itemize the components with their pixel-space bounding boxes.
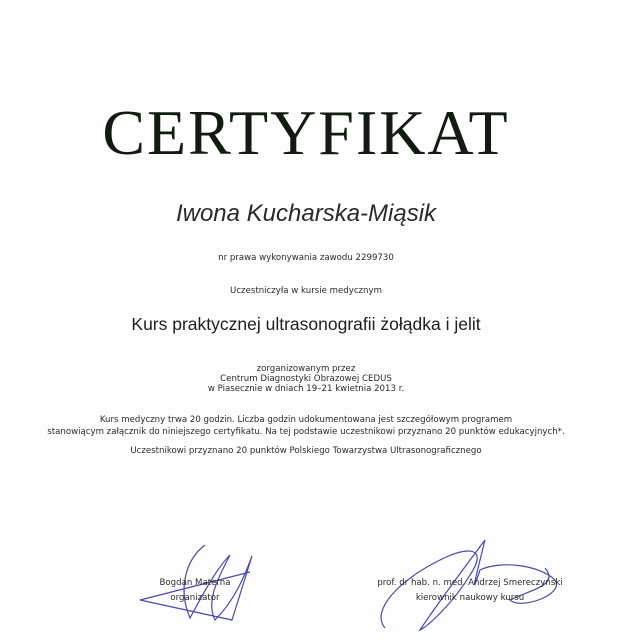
scientific-lead-name: prof. dr hab. n. med. Andrzej Smereczyński bbox=[377, 578, 563, 588]
scientific-lead-role: kierownik naukowy kursu bbox=[415, 593, 525, 603]
ptu-points: Uczestnikowi przyznano 20 punktów Polskiego Towarzystwa Ultrasonograficznego bbox=[130, 446, 482, 456]
organizer-line-1: zorganizowanym przez bbox=[256, 364, 356, 374]
organizer-role: organizator bbox=[170, 593, 220, 603]
organizer-line-3: w Piasecznie w dniach 19–21 kwietnia 2013 r. bbox=[207, 384, 405, 394]
organizer-name: Bogdan Materna bbox=[159, 578, 231, 588]
organizer-line-2: Centrum Diagnostyki Obrazowej CEDUS bbox=[220, 374, 392, 384]
signature-block-scientific-lead bbox=[360, 576, 580, 606]
course-name: Kurs praktycznej ultrasonografii żołądka i jelit bbox=[131, 314, 481, 334]
signature-block-organizer bbox=[130, 576, 260, 606]
details-line-1: Kurs medyczny trwa 20 godzin. Liczba godzin udokumentowana jest szczegółowym programem bbox=[99, 415, 513, 425]
details-line-2: stanowiącym załącznik do niniejszego certyfikatu. Na tej podstawie uczestnikowi przyznano 20 punktów edukacyjnych*. bbox=[47, 427, 565, 437]
recipient-name: Iwona Kucharska-Miąsik bbox=[175, 200, 437, 227]
participation-text: Uczestniczyła w kursie medycznym bbox=[230, 286, 382, 296]
license-number: nr prawa wykonywania zawodu 2299730 bbox=[218, 253, 394, 263]
certificate-title: CERTYFIKAT bbox=[102, 97, 510, 168]
